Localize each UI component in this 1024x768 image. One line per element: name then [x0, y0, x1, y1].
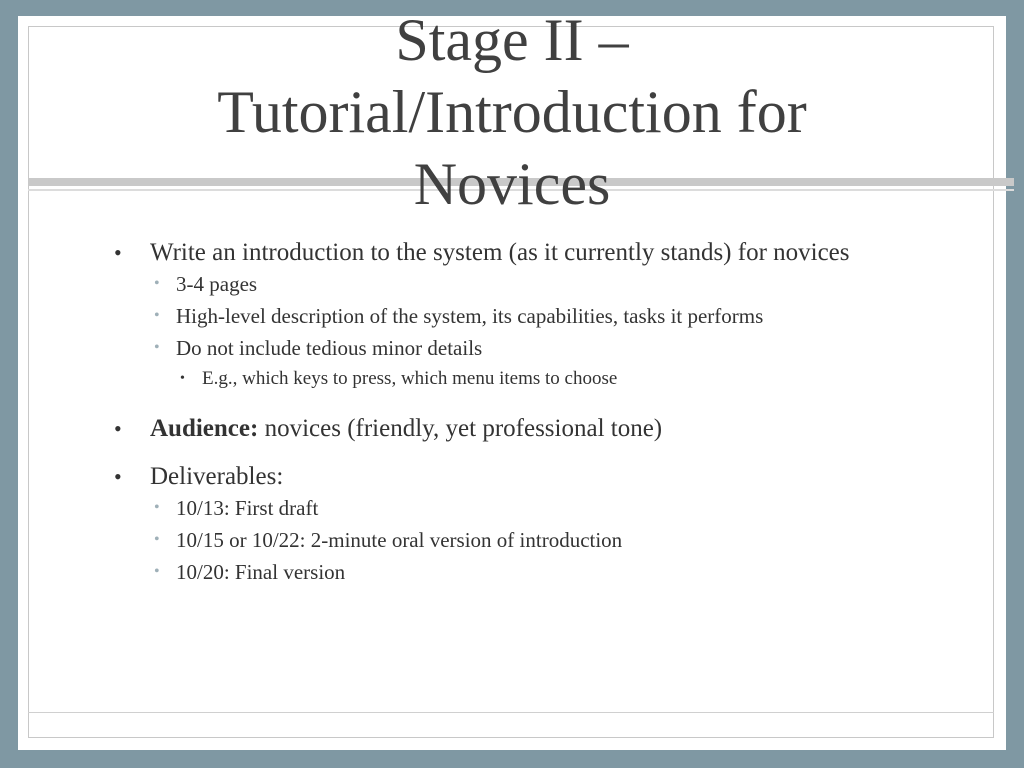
sub-sub-bullet-text: E.g., which keys to press, which menu items to choose	[202, 368, 618, 389]
sub-sub-bullet-dot-icon: •	[180, 371, 185, 386]
slide-title	[58, 4, 966, 220]
sub-bullet-item	[150, 556, 950, 588]
bullet-item	[110, 464, 950, 588]
sub-bullet-item	[150, 492, 950, 524]
sub-bullet-dot-icon: •	[154, 531, 160, 548]
sub-bullet-text: 3-4 pages	[176, 272, 258, 296]
sub-sub-bullet-item	[176, 364, 950, 394]
bullet-dot-icon: •	[114, 464, 122, 489]
bullet-item	[110, 240, 950, 394]
sub-bullet-text: High-level description of the system, its capabilities, tasks it performs	[176, 304, 764, 328]
slide-title-line: Tutorial/Introduction for	[217, 79, 807, 145]
bullet-dot-icon: •	[114, 416, 122, 441]
sub-bullet-dot-icon: •	[154, 339, 160, 356]
bullet-text: novices (friendly, yet professional tone)	[258, 415, 663, 442]
sub-bullet-text: 10/13: First draft	[176, 496, 319, 520]
sub-bullet-item	[150, 524, 950, 556]
sub-bullet-list	[150, 268, 950, 394]
bullet-text: Write an introduction to the system (as it currently stands) for novices	[150, 239, 850, 266]
bullet-dot-icon: •	[114, 240, 122, 265]
sub-bullet-dot-icon: •	[154, 275, 160, 292]
sub-bullet-text: 10/15 or 10/22: 2-minute oral version of introduction	[176, 528, 623, 552]
sub-bullet-dot-icon: •	[154, 307, 160, 324]
footer-divider-line	[28, 712, 994, 713]
slide-title-line: Novices	[413, 151, 611, 217]
slide	[18, 7, 1006, 750]
sub-bullet-text: Do not include tedious minor details	[176, 336, 483, 360]
sub-sub-bullet-list	[176, 364, 950, 394]
slide-body	[110, 240, 950, 588]
sub-bullet-item	[150, 332, 950, 394]
sub-bullet-dot-icon: •	[154, 563, 160, 580]
bullet-text: Deliverables:	[150, 463, 284, 490]
slide-title-line: Stage II –	[395, 7, 629, 73]
bullet-item	[110, 416, 950, 442]
sub-bullet-item	[150, 268, 950, 300]
sub-bullet-text: 10/20: Final version	[176, 560, 346, 584]
bullet-bold-label: Audience:	[150, 415, 259, 442]
bullet-list	[110, 240, 950, 588]
sub-bullet-list	[150, 492, 950, 588]
sub-bullet-dot-icon: •	[154, 499, 160, 516]
sub-bullet-item	[150, 300, 950, 332]
